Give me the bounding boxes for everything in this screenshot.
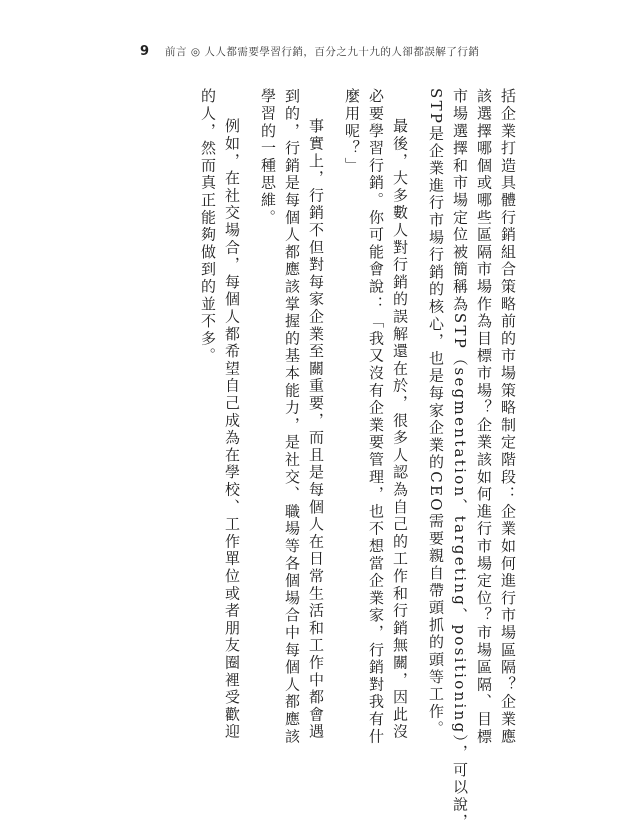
text-line: 該選擇哪個或哪些區隔市場作為目標市場？企業該如何進行市場定位？市場區隔、目標 [475, 88, 493, 746]
text-line: 麼用呢？」 [343, 88, 361, 175]
paragraph-gap [328, 88, 340, 608]
text-line: 學習的一種思維。 [259, 88, 277, 227]
text-line: 事實上，行銷不但對每家企業至關重要，而且是每個人在日常生活和工作中都會遇 [307, 118, 325, 741]
body-text [150, 88, 520, 831]
page-number: 9 [140, 43, 150, 59]
text-line: 到的，行銷是每個人都應該掌握的基本能力，是社交、職場等各個場合中每個人都應該 [283, 88, 301, 746]
page-header [140, 41, 520, 61]
paragraph-gap [412, 88, 424, 608]
text-line: 括企業打造具體行銷組合策略前的市場策略制定階段：企業如何進行市場區隔？企業應 [499, 88, 517, 746]
text-line: 的人，然而真正能夠做到的並不多。 [199, 88, 217, 365]
paragraph-gap [244, 88, 256, 608]
text-line: 市場選擇和市場定位被簡稱為STP（segmentation、targeting、positioning），可以說， [451, 88, 469, 831]
text-line: 例如，在社交場合，每個人都希望自己成為在學校、工作單位或者朋友圈裡受歡迎 [223, 118, 241, 741]
running-head: 前言 ◎ 人人都需要學習行銷，百分之九十九的人卻都誤解了行銷 [165, 45, 480, 58]
text-line: STP是企業進行市場行銷的核心，也是每家企業的CEO需要親自帶頭抓的頭等工作。 [427, 88, 445, 738]
text-line: 最後，大多數人對行銷的誤解還在於，很多人認為自己的工作和行銷無關，因此沒 [391, 118, 409, 741]
text-line: 必要學習行銷。你可能會說：「我又沒有企業要管理，也不想當企業家，行銷對我有什 [367, 88, 385, 746]
